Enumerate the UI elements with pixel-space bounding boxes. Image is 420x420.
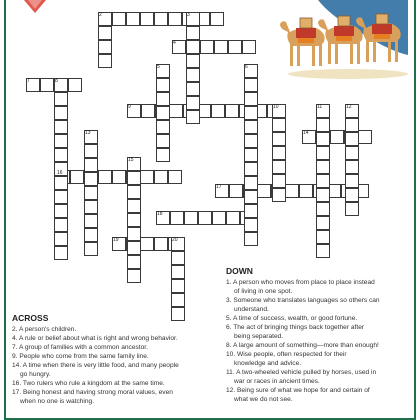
grid-cell[interactable] — [316, 244, 330, 258]
grid-cell[interactable] — [272, 104, 286, 118]
clue-text-continued: being separated. — [234, 333, 284, 340]
grid-cell[interactable] — [54, 92, 68, 106]
grid-cell[interactable] — [26, 78, 40, 92]
grid-cell[interactable] — [54, 134, 68, 148]
across-clue — [12, 352, 217, 361]
grid-cell[interactable] — [84, 242, 98, 256]
grid-cell[interactable] — [229, 184, 243, 198]
grid-cell[interactable] — [154, 170, 168, 184]
grid-cell[interactable] — [212, 211, 226, 225]
grid-cell[interactable] — [168, 170, 182, 184]
grid-cell[interactable] — [140, 170, 154, 184]
clue-text: 10. Wise people, often respected for their — [226, 351, 347, 358]
grid-cell[interactable] — [330, 130, 344, 144]
grid-cell[interactable] — [54, 176, 68, 190]
grid-cell[interactable] — [272, 188, 286, 202]
grid-cell[interactable] — [244, 134, 258, 148]
clue-text-continued: when no one is watching. — [20, 398, 95, 405]
grid-cell[interactable] — [285, 184, 299, 198]
grid-cell[interactable] — [358, 130, 372, 144]
grid-cell[interactable] — [54, 232, 68, 246]
grid-cell[interactable] — [54, 106, 68, 120]
clue-number: 4 — [173, 40, 176, 46]
clue-text: 5. A time of success, wealth, or good fortune. — [226, 315, 358, 322]
grid-cell[interactable] — [68, 78, 82, 92]
grid-cell[interactable] — [228, 40, 242, 54]
grid-cell[interactable] — [244, 218, 258, 232]
down-clue-list — [226, 278, 416, 404]
clue-text-continued: go hungry. — [20, 371, 51, 378]
grid-cell[interactable] — [171, 251, 185, 265]
down-clue — [226, 323, 416, 341]
clue-text: 16. Two rulers who rule a kingdom at the same time. — [12, 380, 165, 387]
grid-cell[interactable] — [171, 265, 185, 279]
grid-cell[interactable] — [198, 211, 212, 225]
grid-cell[interactable] — [84, 186, 98, 200]
down-clue — [226, 386, 416, 404]
clue-number: 15 — [128, 157, 134, 163]
grid-cell[interactable] — [244, 64, 258, 78]
grid-cell[interactable] — [154, 12, 168, 26]
down-clue — [226, 341, 416, 350]
grid-cell[interactable] — [244, 106, 258, 120]
clue-text: 17. Being honest and having strong moral values, even — [12, 389, 173, 396]
grid-cell[interactable] — [54, 120, 68, 134]
grid-cell[interactable] — [244, 204, 258, 218]
clue-number: 12 — [346, 104, 352, 110]
grid-cell[interactable] — [186, 40, 200, 54]
grid-cell[interactable] — [156, 92, 170, 106]
clue-number: 7 — [27, 78, 30, 84]
grid-cell[interactable] — [127, 157, 141, 171]
grid-cell[interactable] — [242, 40, 256, 54]
grid-cell[interactable] — [54, 162, 68, 176]
grid-cell[interactable] — [200, 40, 214, 54]
grid-cell[interactable] — [257, 184, 271, 198]
grid-cell[interactable] — [244, 176, 258, 190]
grid-cell[interactable] — [156, 148, 170, 162]
grid-cell[interactable] — [84, 200, 98, 214]
clue-number: 9 — [128, 104, 131, 110]
clue-text: 12. Being sure of what we hope for and certain of — [226, 387, 370, 394]
clue-number: 14 — [303, 130, 309, 136]
grid-cell[interactable] — [84, 144, 98, 158]
across-clue — [12, 379, 217, 388]
grid-cell[interactable] — [98, 12, 112, 26]
grid-cell[interactable] — [186, 12, 200, 26]
grid-cell[interactable] — [126, 12, 140, 26]
grid-cell[interactable] — [186, 96, 200, 110]
grid-cell[interactable] — [54, 246, 68, 260]
grid-cell[interactable] — [156, 106, 170, 120]
grid-cell[interactable] — [345, 104, 359, 118]
grid-cell[interactable] — [244, 148, 258, 162]
clue-number: 3 — [187, 12, 190, 18]
grid-cell[interactable] — [127, 213, 141, 227]
grid-cell[interactable] — [302, 130, 316, 144]
down-clue — [226, 368, 416, 386]
grid-cell[interactable] — [156, 78, 170, 92]
grid-cell[interactable] — [156, 211, 170, 225]
across-clue — [12, 388, 217, 406]
grid-cell[interactable] — [54, 190, 68, 204]
down-clue — [226, 350, 416, 368]
grid-cell[interactable] — [98, 40, 112, 54]
grid-cell[interactable] — [127, 171, 141, 185]
grid-cell[interactable] — [345, 160, 359, 174]
grid-cell[interactable] — [244, 232, 258, 246]
clue-number: 8 — [55, 78, 58, 84]
grid-cell[interactable] — [316, 132, 330, 146]
grid-cell[interactable] — [140, 237, 154, 251]
grid-cell[interactable] — [127, 185, 141, 199]
grid-cell[interactable] — [186, 68, 200, 82]
grid-cell[interactable] — [184, 211, 198, 225]
grid-cell[interactable] — [171, 237, 185, 251]
grid-cell[interactable] — [171, 307, 185, 321]
clue-text: 2. A person's children. — [12, 326, 77, 333]
grid-cell[interactable] — [112, 170, 126, 184]
camel-caravan-illustration — [278, 0, 408, 80]
grid-cell[interactable] — [299, 184, 313, 198]
across-clue — [12, 343, 217, 352]
grid-cell[interactable] — [316, 188, 330, 202]
grid-cell[interactable] — [84, 214, 98, 228]
grid-cell[interactable] — [84, 172, 98, 186]
clue-text-continued: what we do not see. — [234, 396, 293, 403]
grid-cell[interactable] — [345, 118, 359, 132]
grid-cell[interactable] — [168, 12, 182, 26]
grid-cell[interactable] — [272, 146, 286, 160]
clue-text-continued: knowledge and advice. — [234, 360, 302, 367]
grid-cell[interactable] — [316, 146, 330, 160]
clue-number: 18 — [157, 211, 163, 217]
clue-number: 11 — [317, 104, 323, 110]
clue-text: 6. The act of bringing things back together after — [226, 324, 365, 331]
clue-number: 20 — [172, 237, 178, 243]
grid-cell[interactable] — [215, 184, 229, 198]
grid-cell[interactable] — [127, 227, 141, 241]
across-heading: ACROSS — [12, 313, 49, 323]
across-clue — [12, 325, 217, 334]
clue-number: 5 — [157, 64, 160, 70]
grid-cell[interactable] — [84, 228, 98, 242]
grid-cell[interactable] — [316, 118, 330, 132]
clue-text: 4. A rule or belief about what is right and wrong behavior. — [12, 335, 178, 342]
grid-cell[interactable] — [112, 237, 126, 251]
grid-cell[interactable] — [140, 12, 154, 26]
grid-cell[interactable] — [345, 202, 359, 216]
grid-cell[interactable] — [186, 82, 200, 96]
clue-text-continued: understand. — [234, 306, 269, 313]
grid-cell[interactable] — [272, 132, 286, 146]
grid-cell[interactable] — [316, 230, 330, 244]
grid-cell[interactable] — [210, 12, 224, 26]
grid-cell[interactable] — [170, 211, 184, 225]
grid-cell[interactable] — [345, 174, 359, 188]
grid-cell[interactable] — [98, 170, 112, 184]
grid-cell[interactable] — [156, 134, 170, 148]
grid-cell[interactable] — [272, 174, 286, 188]
grid-cell[interactable] — [345, 188, 359, 202]
clue-number: 6 — [245, 64, 248, 70]
clue-text: 7. A group of families with a common ancestor. — [12, 344, 148, 351]
grid-cell[interactable] — [244, 92, 258, 106]
grid-cell[interactable] — [171, 293, 185, 307]
grid-cell[interactable] — [272, 118, 286, 132]
heart-icon — [22, 0, 48, 14]
grid-cell[interactable] — [272, 160, 286, 174]
clue-number: 10 — [273, 104, 279, 110]
grid-cell[interactable] — [225, 104, 239, 118]
grid-cell[interactable] — [244, 162, 258, 176]
clue-text: 1. A person who moves from place to place instead — [226, 279, 375, 286]
grid-cell[interactable] — [127, 269, 141, 283]
clue-text: 8. A large amount of something—more than enough! — [226, 342, 379, 349]
grid-cell[interactable] — [345, 146, 359, 160]
grid-cell[interactable] — [172, 40, 186, 54]
grid-cell[interactable] — [171, 279, 185, 293]
grid-cell[interactable] — [112, 12, 126, 26]
down-clue — [226, 296, 416, 314]
grid-cell[interactable] — [84, 158, 98, 172]
clue-text: 9. People who come from the same family line. — [12, 353, 149, 360]
clue-text: 3. Someone who translates languages so others can — [226, 297, 380, 304]
grid-cell[interactable] — [345, 132, 359, 146]
across-clue-list — [12, 325, 217, 406]
grid-cell[interactable] — [98, 54, 112, 68]
grid-cell[interactable] — [244, 78, 258, 92]
grid-cell[interactable] — [84, 130, 98, 144]
clue-number: 13 — [85, 130, 91, 136]
grid-cell[interactable] — [316, 174, 330, 188]
grid-cell[interactable] — [186, 26, 200, 40]
grid-cell[interactable] — [54, 218, 68, 232]
grid-cell[interactable] — [127, 241, 141, 255]
grid-cell[interactable] — [316, 160, 330, 174]
grid-cell[interactable] — [214, 40, 228, 54]
across-clue — [12, 334, 217, 343]
clue-text: 14. A time when there is very little food, and many people — [12, 362, 179, 369]
clue-text: 11. A two-wheeled vehicle pulled by horses, used in — [226, 369, 377, 376]
grid-cell[interactable] — [54, 148, 68, 162]
grid-cell[interactable] — [211, 104, 225, 118]
down-heading: DOWN — [226, 266, 253, 276]
down-clue — [226, 278, 416, 296]
grid-cell[interactable] — [244, 190, 258, 204]
grid-cell[interactable] — [141, 104, 155, 118]
grid-cell[interactable] — [127, 104, 141, 118]
grid-cell[interactable] — [54, 78, 68, 92]
clue-number: 17 — [216, 184, 222, 190]
clue-number: 2 — [99, 12, 102, 18]
grid-cell[interactable] — [244, 120, 258, 134]
across-clue — [12, 361, 217, 379]
grid-cell[interactable] — [156, 64, 170, 78]
grid-cell[interactable] — [316, 104, 330, 118]
grid-cell[interactable] — [186, 110, 200, 124]
grid-cell[interactable] — [316, 216, 330, 230]
grid-cell[interactable] — [169, 104, 183, 118]
grid-cell[interactable] — [186, 54, 200, 68]
clue-number: 19 — [113, 237, 119, 243]
grid-cell[interactable] — [127, 199, 141, 213]
grid-cell[interactable] — [54, 204, 68, 218]
grid-cell[interactable] — [127, 255, 141, 269]
clue-text-continued: of living in one spot. — [234, 288, 293, 295]
grid-cell[interactable] — [70, 170, 84, 184]
clue-text-continued: war or races in ancient times. — [234, 378, 320, 385]
grid-cell[interactable] — [316, 202, 330, 216]
down-clue — [226, 314, 416, 323]
grid-cell[interactable] — [98, 26, 112, 40]
grid-cell[interactable] — [40, 78, 54, 92]
grid-cell[interactable] — [154, 237, 168, 251]
grid-cell[interactable] — [156, 120, 170, 134]
grid-cell[interactable] — [226, 211, 240, 225]
clue-number: 16 — [57, 170, 63, 176]
